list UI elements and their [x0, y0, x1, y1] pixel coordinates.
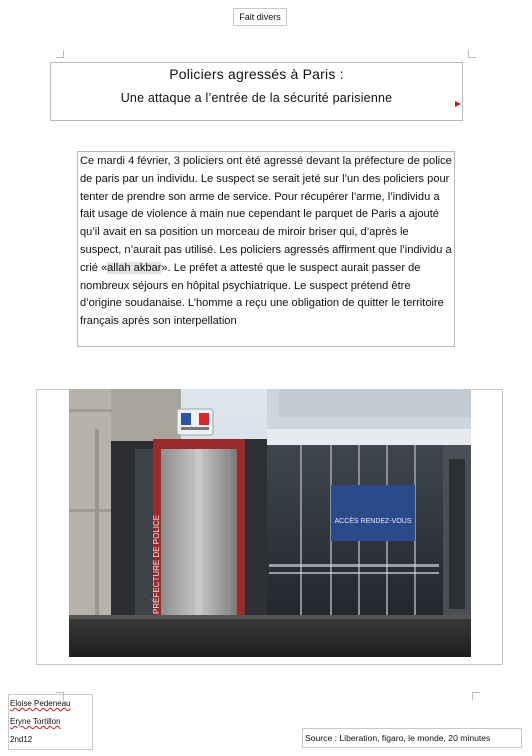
authors-box[interactable]	[8, 694, 93, 750]
author-name-1: Eloise Pedeneau	[10, 699, 71, 708]
article-body-part2: ». Le préfet a attesté que le suspect aurait passer de nombreux séjours en hôpital psychiatrique. Le suspect prétend être d’origine soudanaise. L’homme a reçu une obligation de quitter le territoire français après son interpellation	[80, 261, 444, 328]
class-label: 2nd12	[10, 735, 33, 744]
article-body-part1: Ce mardi 4 février, 3 policiers ont été agressé devant la préfecture de police de paris par un individu. Le suspect se serait jeté sur l’un des policiers pour tenter de prendre son arme de service. Pour récupérer l’arme, l’individu a fait usage de violence à main nue cependant le parquet de Paris a ajouté qu’il avait en sa position un morceau de miroir briser qui, d’après le suspect, n’aurait pas utilisé. Les policiers agressés affirment que l’individu a crié «	[80, 155, 452, 274]
margin-corner-bottom-right	[472, 692, 480, 700]
margin-corner-top-right	[468, 50, 476, 58]
author-name-2: Eryne Tortillon	[10, 717, 61, 726]
article-text-box[interactable]	[77, 151, 455, 347]
article-subtitle: Une attaque a l’entrée de la sécurité parisienne	[120, 91, 393, 105]
article-quote: allah akbar	[107, 261, 162, 274]
article-title: Policiers agressés à Paris :	[169, 66, 344, 82]
source-text: Source : Liberation, figaro, le monde, 20 minutes	[305, 733, 491, 743]
margin-corner-top-left	[56, 50, 64, 58]
prefecture-photo	[69, 389, 471, 657]
red-marker-icon	[455, 101, 461, 107]
header-label: Fait divers	[233, 8, 287, 26]
photo-banner-text: ACCÈS RENDEZ-VOUS	[334, 518, 412, 525]
source-box[interactable]	[302, 728, 522, 748]
photo-sign-text: PRÉFECTURE DE POLICE	[152, 514, 161, 614]
title-box[interactable]	[50, 62, 463, 121]
